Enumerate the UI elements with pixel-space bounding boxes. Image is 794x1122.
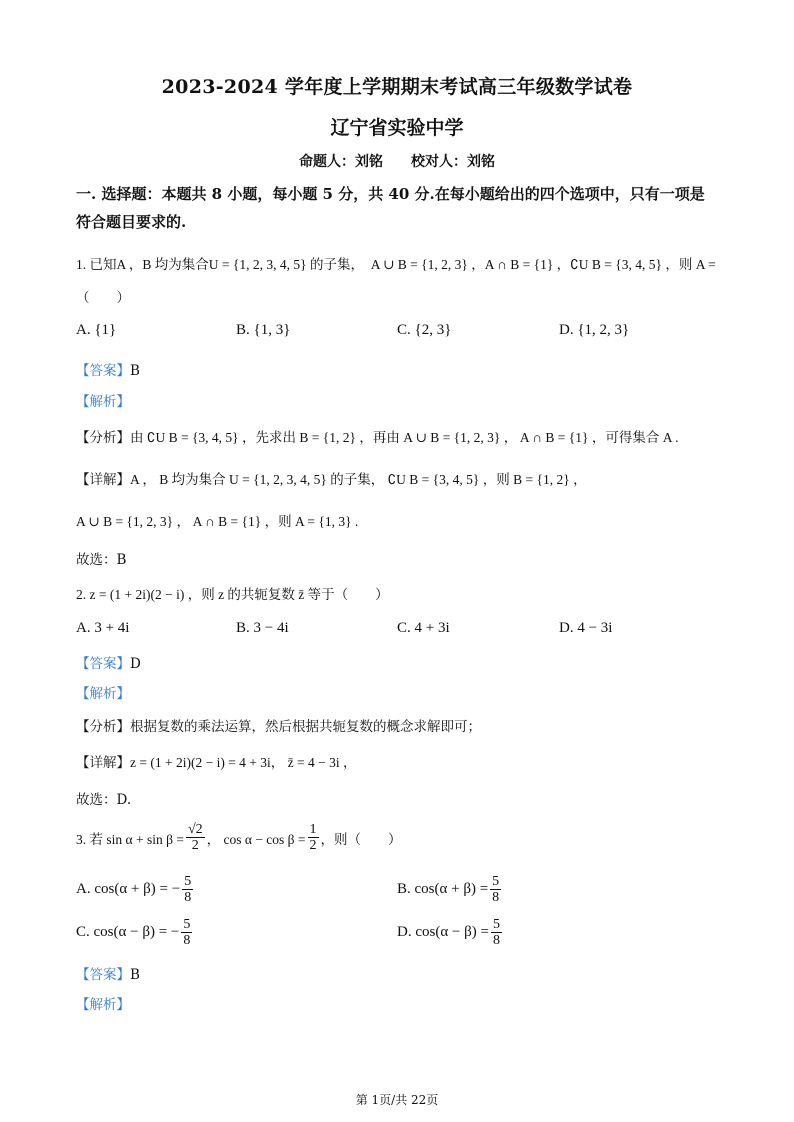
q2-xiangjie-line (76, 751, 357, 771)
q2-xiangjie-text: z = (1 + 2i)(2 − i) = 4 + 3i， z̄ = 4 − 3i ， (130, 755, 357, 770)
fraction-five-eighths: $\frac{5}{8}$ (492, 917, 500, 948)
xiangjie-label: 【详解】 (76, 472, 130, 488)
q3-option-d: D. cos(α − β) = $\frac{5}{8}$ (397, 917, 500, 948)
q1-paren: （ ） (76, 290, 130, 306)
page-footer: 第 1页/共 22页 (355, 1093, 439, 1107)
q2-answer-value: D (130, 656, 141, 672)
q3-stem-part-c: ，则（ ） (320, 831, 402, 847)
section-heading-line1: 一. 选择题：本题共 8 小题，每小题 5 分，共 40 分.在每小题给出的四个选项中，只有一项是 (76, 185, 705, 203)
q1-stem: 1. 已知A ，B 均为集合U = {1, 2, 3, 4, 5} 的子集， A ∪ B = {1, 2, 3} ，A ∩ B = {1} ，∁U B = {3, 4, 5} ，则 A = (76, 257, 716, 272)
q3-option-a: A. cos(α + β) = − $\frac{5}{8}$ (76, 874, 192, 905)
q3-stem-part-b: ， cos α − cos β = (206, 831, 306, 847)
q2-option-c: C. 4 + 3i (397, 620, 450, 636)
xiangjie-label: 【详解】 (76, 755, 130, 771)
q2-option-d: D. 4 − 3i (559, 620, 613, 636)
q1-option-a: A. {1} (76, 322, 117, 338)
fraction-five-eighths: $\frac{5}{8}$ (492, 874, 500, 905)
q1-choose: 故选：B (76, 552, 127, 568)
q2-stem: 2. z = (1 + 2i)(2 − i) ，则 z 的共轭复数 z̄ 等于（ ） (76, 587, 389, 602)
q2-choose: 故选：D. (76, 792, 132, 808)
q1-analysis-label: 【解析】 (76, 394, 130, 410)
q3-stem-part-a: 3. 若 sin α + sin β = (76, 831, 184, 847)
q3-stem (76, 822, 402, 853)
q2-analysis-label: 【解析】 (76, 686, 130, 702)
q1-fenxi-line (76, 426, 678, 446)
q2-option-a: A. 3 + 4i (76, 620, 130, 636)
q2-fenxi-line (76, 715, 481, 735)
q1-xiangjie-line1 (76, 468, 587, 488)
answer-label: 【答案】 (76, 656, 130, 672)
q2-option-b: B. 3 − 4i (236, 620, 289, 636)
q3-analysis-label: 【解析】 (76, 997, 130, 1013)
answer-label: 【答案】 (76, 363, 130, 379)
fraction-five-eighths: $\frac{5}{8}$ (183, 917, 191, 948)
q1-option-b: B. {1, 3} (236, 322, 291, 338)
q3-answer-value: B (130, 967, 140, 983)
q3-fraction-1: $\frac{√2}{2}$ (187, 822, 203, 853)
q1-answer-value: B (130, 363, 140, 379)
fraction-five-eighths: $\frac{5}{8}$ (184, 874, 192, 905)
authors-line: 命题人：刘铭 校对人：刘铭 (299, 154, 495, 170)
exam-title: 2023-2024 学年度上学期期末考试高三年级数学试卷 (161, 76, 633, 98)
q3-option-c: C. cos(α − β) = − $\frac{5}{8}$ (76, 917, 191, 948)
answer-label: 【答案】 (76, 967, 130, 983)
q1-xiangjie-line2: A ∪ B = {1, 2, 3} ， A ∩ B = {1} ，则 A = {1, 3} . (76, 514, 359, 529)
q2-fenxi-text: 根据复数的乘法运算，然后根据共轭复数的概念求解即可； (130, 719, 481, 735)
school-name: 辽宁省实验中学 (330, 117, 464, 139)
fenxi-label: 【分析】 (76, 719, 130, 735)
fenxi-label: 【分析】 (76, 430, 130, 446)
q1-option-d: D. {1, 2, 3} (559, 322, 630, 338)
q3-answer-line (76, 963, 140, 983)
q1-fenxi-text: 由 ∁U B = {3, 4, 5} ，先求出 B = {1, 2} ，再由 A ∪ B = {1, 2, 3} ， A ∩ B = {1} ，可得集合 A . (130, 430, 679, 445)
q3-option-b: B. cos(α + β) = $\frac{5}{8}$ (397, 874, 500, 905)
q2-answer-line (76, 652, 141, 672)
q1-xiangjie-text1: A ， B 均为集合 U = {1, 2, 3, 4, 5} 的子集， ∁U B = {3, 4, 5} ，则 B = {1, 2} ， (130, 472, 587, 487)
q1-option-c: C. {2, 3} (397, 322, 452, 338)
q1-answer-line (76, 359, 140, 379)
section-heading-line2: 符合题目要求的. (76, 213, 187, 231)
q3-fraction-2: $\frac{1}{2}$ (309, 822, 317, 853)
